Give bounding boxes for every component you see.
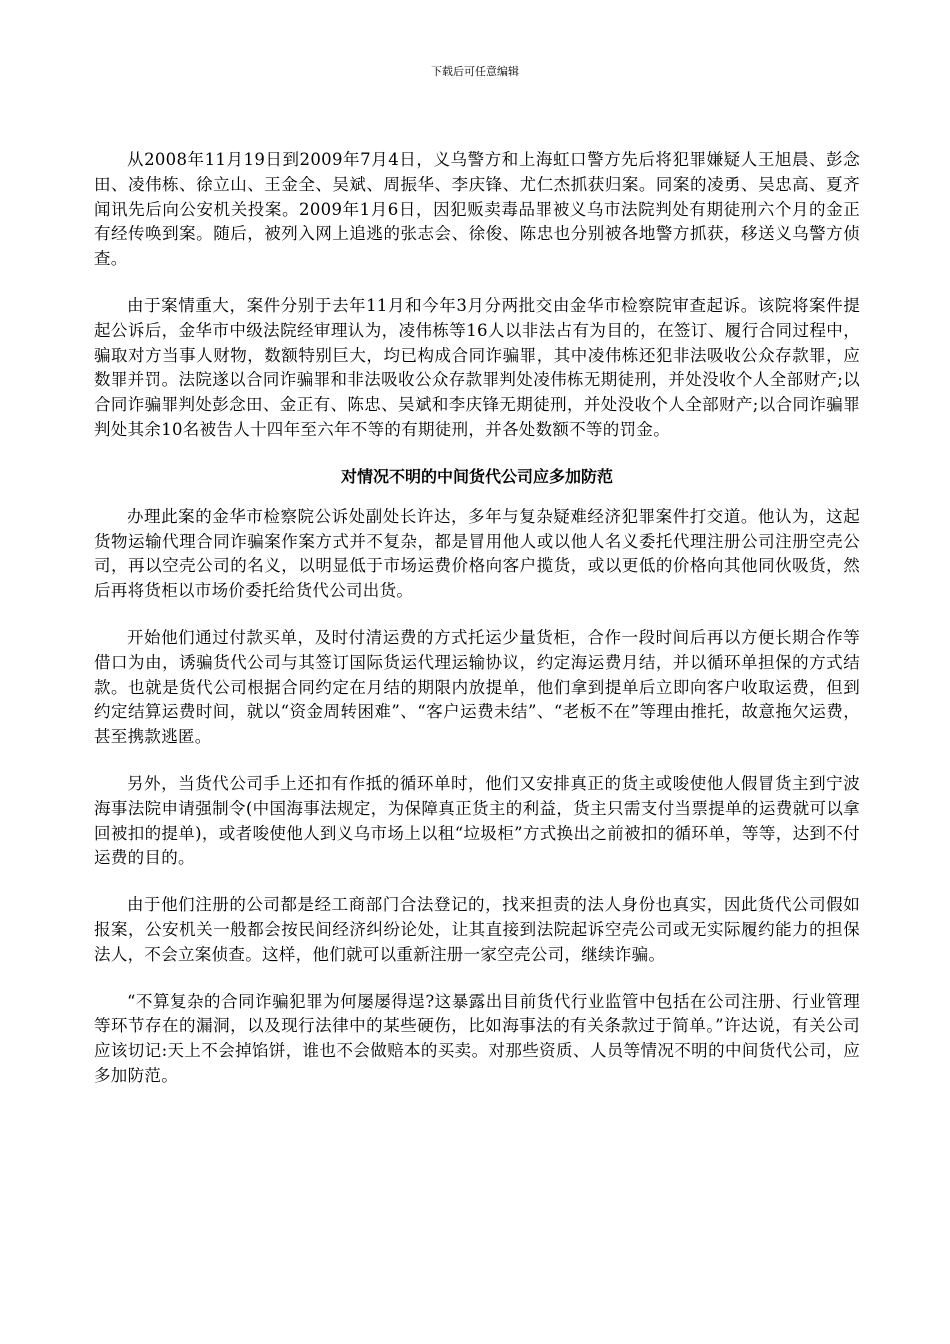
paragraph-registration: 由于他们注册的公司都是经工商部门合法登记的，找来担责的法人身份也真实，因此货代公司假如报案，公安机关一般都会按民间经济纠纷论处，让其直接到法院起诉空壳公司或无实际履约能力的担保法人，不会立案侦查。这样，他们就可以重新注册一家空壳公司，继续诈骗。: [94, 895, 860, 964]
paragraph-method: 办理此案的金华市检察院公诉处副处长许达，多年与复杂疑难经济犯罪案件打交道。他认为，这起货物运输代理合同诈骗案作案方式并不复杂，都是冒用他人或以他人名义委托代理注册公司注册空壳公司，再以空壳公司的名义，以明显低于市场运费价格向客户揽货，或以更低的价格向其他同伙吸货，然后再将货柜以市场价委托给货代公司出货。: [94, 506, 860, 601]
paragraph-scheme: 开始他们通过付款买单，及时付清运费的方式托运少量货柜，合作一段时间后再以方便长期合作等借口为由，诱骗货代公司与其签订国际货运代理运输协议，约定海运费月结，并以循环单担保的方式结款。也就是货代公司根据合同约定在月结的期限内放提单，他们拿到提单后立即向客户收取运费，但到约定结算运费时间，就以“资金周转困难”、“客户运费未结”、“老板不在”等理由推托，故意拖欠运费，甚至携款逃匿。: [94, 627, 860, 747]
paragraph-verdict: 由于案情重大，案件分别于去年11月和今年3月分两批交由金华市检察院审查起诉。该院将案件提起公诉后，金华市中级法院经审理认为，凌伟栋等16人以非法占有为目的，在签订、履行合同过程中，骗取对方当事人财物，数额特别巨大，均已构成合同诈骗罪，其中凌伟栋还犯非法吸收公众存款罪，应数罪并罚。法院遂以合同诈骗罪和非法吸收公众存款罪判处凌伟栋无期徒刑，并处没收个人全部财产;以合同诈骗罪判处彭念田、金正有、陈忠、吴斌和李庆锋无期徒刑，并处没收个人全部财产;以合同诈骗罪判处其余10名被告人十四年至六年不等的有期徒刑，并各处数额不等的罚金。: [94, 295, 860, 439]
document-body: [94, 148, 860, 1111]
paragraph-arrests: 从2008年11月19日到2009年7月4日，义乌警方和上海虹口警方先后将犯罪嫌疑人王旭晨、彭念田、凌伟栋、徐立山、王金全、吴斌、周振华、李庆锋、尤仁杰抓获归案。同案的凌勇、吴忠高、夏齐闻讯先后向公安机关投案。2009年1月6日，因犯贩卖毒品罪被义乌市法院判处有期徒刑六个月的金正有经传唤到案。随后，被列入网上追逃的张志会、徐俊、陈忠也分别被各地警方抓获，移送义乌警方侦查。: [94, 150, 860, 269]
paragraph-cycle-bill: 另外，当货代公司手上还扣有作抵的循环单时，他们又安排真正的货主或唆使他人假冒货主到宁波海事法院申请强制令(中国海事法规定，为保障真正货主的利益，货主只需支付当票提单的运费就可以拿回被扣的提单)，或者唆使他人到义乌市场上以租“垃圾柜”方式换出之前被扣的循环单，等等，达到不付运费的目的。: [94, 773, 860, 868]
section-heading: 对情况不明的中间货代公司应多加防范: [340, 466, 613, 486]
page-header: 下载后可任意编辑: [431, 65, 519, 78]
paragraph-warning: “不算复杂的合同诈骗犯罪为何屡屡得逞?这暴露出目前货代行业监管中包括在公司注册、行业管理等环节存在的漏洞，以及现行法律中的某些硬伤，比如海事法的有关条款过于简单。”许达说，有关公司应该切记:天上不会掉馅饼，谁也不会做赔本的买卖。对那些资质、人员等情况不明的中间货代公司，应多加防范。: [94, 991, 860, 1085]
